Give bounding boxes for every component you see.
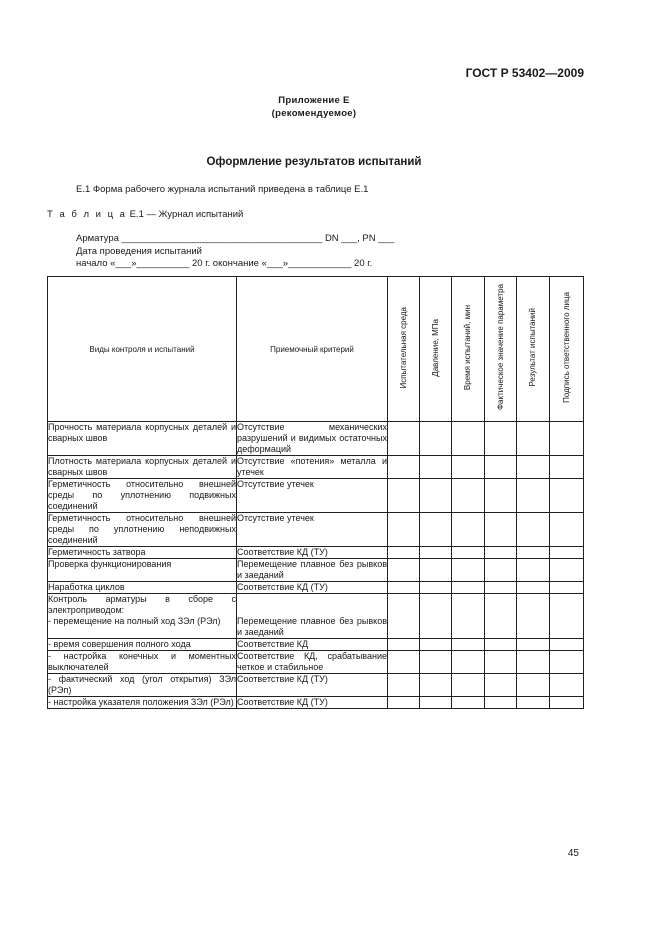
criterion-cell: Отсутствие механических разрушений и видимых остаточных деформаций <box>237 422 387 454</box>
table-body <box>48 422 584 709</box>
table-row <box>48 547 584 559</box>
criterion-cell: Перемещение плавное без рывков и заеданий <box>237 594 388 639</box>
table-caption-text: Е.1 — Журнал испытаний <box>126 209 244 220</box>
intro-paragraph: Е.1 Форма рабочего журнала испытаний приведена в таблице Е.1 <box>76 184 369 195</box>
empty-entry-cell[interactable] <box>388 674 420 697</box>
empty-entry-cell[interactable] <box>420 582 452 594</box>
table-row <box>48 674 584 697</box>
column-header-label: Подпись ответственного лица <box>561 292 571 403</box>
table-row <box>48 559 584 582</box>
empty-entry-cell[interactable] <box>550 697 584 709</box>
empty-entry-cell[interactable] <box>517 594 550 639</box>
criterion-cell: Отсутствие утечек <box>237 479 388 513</box>
empty-entry-cell[interactable] <box>517 582 550 594</box>
empty-entry-cell[interactable] <box>517 674 550 697</box>
criterion-cell: Соответствие КД (ТУ) <box>237 697 388 709</box>
criterion-cell: Соответствие КД (ТУ) <box>237 674 388 697</box>
empty-entry-cell[interactable] <box>388 547 420 559</box>
column-header-label: Фактическое значение параметра <box>495 284 505 411</box>
column-header-label: Испытательная среда <box>398 306 408 389</box>
empty-entry-cell[interactable] <box>388 651 420 674</box>
empty-entry-cell[interactable] <box>452 674 485 697</box>
page-number: 45 <box>567 848 579 859</box>
empty-entry-cell[interactable] <box>452 559 485 582</box>
table-row <box>48 513 584 547</box>
empty-entry-cell[interactable] <box>452 582 485 594</box>
empty-entry-cell[interactable] <box>550 422 584 456</box>
empty-entry-cell[interactable] <box>517 639 550 651</box>
empty-entry-cell[interactable] <box>452 639 485 651</box>
empty-entry-cell[interactable] <box>485 674 517 697</box>
empty-entry-cell[interactable] <box>485 582 517 594</box>
criterion-cell: Соответствие КД, срабатывание четкое и стабильное <box>237 651 387 672</box>
table-row <box>48 422 584 456</box>
empty-entry-cell[interactable] <box>452 651 485 674</box>
empty-entry-cell[interactable] <box>420 479 452 513</box>
empty-entry-cell[interactable] <box>452 479 485 513</box>
table-row <box>48 582 584 594</box>
control-type-cell: Герметичность относительно внешней среды по уплотнению неподвижных соединений <box>48 513 236 545</box>
column-header <box>485 277 517 422</box>
empty-entry-cell[interactable] <box>452 547 485 559</box>
empty-entry-cell[interactable] <box>420 594 452 639</box>
column-header <box>550 277 584 422</box>
empty-entry-cell[interactable] <box>485 651 517 674</box>
empty-entry-cell[interactable] <box>388 559 420 582</box>
empty-entry-cell[interactable] <box>517 651 550 674</box>
empty-entry-cell[interactable] <box>550 513 584 547</box>
column-header <box>517 277 550 422</box>
empty-entry-cell[interactable] <box>452 594 485 639</box>
appendix-subtitle: (рекомендуемое) <box>271 108 357 119</box>
empty-entry-cell[interactable] <box>420 651 452 674</box>
test-journal-table <box>47 276 584 709</box>
empty-entry-cell[interactable] <box>517 697 550 709</box>
empty-entry-cell[interactable] <box>420 697 452 709</box>
empty-entry-cell[interactable] <box>420 639 452 651</box>
control-type-cell: Наработка циклов <box>48 582 237 594</box>
control-type-cell: Плотность материала корпусных деталей и сварных швов <box>48 456 236 477</box>
criterion-cell: Соответствие КД (ТУ) <box>237 547 388 559</box>
empty-entry-cell[interactable] <box>485 479 517 513</box>
empty-entry-cell[interactable] <box>452 513 485 547</box>
column-header-label: Приемочный критерий <box>270 344 354 354</box>
column-header <box>388 277 420 422</box>
empty-entry-cell[interactable] <box>550 639 584 651</box>
empty-entry-cell[interactable] <box>485 547 517 559</box>
empty-entry-cell[interactable] <box>388 582 420 594</box>
table-caption <box>47 209 243 220</box>
empty-entry-cell[interactable] <box>550 559 584 582</box>
table-row <box>48 697 584 709</box>
empty-entry-cell[interactable] <box>420 513 452 547</box>
form-line-start-end: начало «___»__________ 20 г. окончание «___»____________ 20 г. <box>76 258 373 269</box>
control-type-cell: Контроль арматуры в сборе с электроприводом: - перемещение на полный ход ЗЭл (РЭл) <box>48 594 237 639</box>
table-row <box>48 594 584 639</box>
empty-entry-cell[interactable] <box>550 594 584 639</box>
empty-entry-cell[interactable] <box>388 479 420 513</box>
empty-entry-cell[interactable] <box>420 674 452 697</box>
column-header <box>237 277 388 422</box>
table-row <box>48 479 584 513</box>
table-caption-prefix: Т а б л и ц а <box>47 209 127 220</box>
appendix-title: Приложение Е <box>278 95 350 106</box>
control-type-cell: - фактический ход (угол открытия) ЗЭл (РЭп) <box>48 674 236 695</box>
empty-entry-cell[interactable] <box>388 639 420 651</box>
table-row <box>48 456 584 479</box>
control-type-cell: - настройка конечных и моментных выключателей <box>48 651 236 672</box>
control-type-cell: Проверка функционирования <box>48 559 237 582</box>
empty-entry-cell[interactable] <box>452 456 485 479</box>
empty-entry-cell[interactable] <box>517 559 550 582</box>
empty-entry-cell[interactable] <box>485 422 517 456</box>
column-header-label: Результат испытаний <box>528 308 537 387</box>
empty-entry-cell[interactable] <box>550 456 584 479</box>
table-row <box>48 639 584 651</box>
empty-entry-cell[interactable] <box>420 559 452 582</box>
empty-entry-cell[interactable] <box>485 639 517 651</box>
empty-entry-cell[interactable] <box>420 456 452 479</box>
section-title: Оформление результатов испытаний <box>206 156 422 168</box>
empty-entry-cell[interactable] <box>517 479 550 513</box>
empty-entry-cell[interactable] <box>550 479 584 513</box>
column-header <box>452 277 485 422</box>
criterion-cell: Перемещение плавное без рывков и заеданий <box>237 559 387 580</box>
empty-entry-cell[interactable] <box>485 697 517 709</box>
column-header <box>48 277 237 422</box>
control-type-cell: - время совершения полного хода <box>48 639 237 651</box>
empty-entry-cell[interactable] <box>452 697 485 709</box>
criterion-cell: Отсутствие «потения» металла и утечек <box>237 456 387 477</box>
empty-entry-cell[interactable] <box>550 547 584 559</box>
empty-entry-cell[interactable] <box>388 513 420 547</box>
empty-entry-cell[interactable] <box>517 547 550 559</box>
control-type-cell: - настройка указателя положения ЗЭл (РЭл) <box>48 697 237 709</box>
empty-entry-cell[interactable] <box>517 513 550 547</box>
control-type-cell: Герметичность относительно внешней среды по уплотнению подвижных соединений <box>48 479 236 511</box>
empty-entry-cell[interactable] <box>550 674 584 697</box>
column-header-label: Время испытаний, мин <box>463 304 472 391</box>
empty-entry-cell[interactable] <box>550 582 584 594</box>
control-type-cell: Прочность материала корпусных деталей и сварных швов <box>48 422 237 456</box>
empty-entry-cell[interactable] <box>550 651 584 674</box>
table-header-row <box>48 277 584 422</box>
empty-entry-cell[interactable] <box>517 422 550 456</box>
empty-entry-cell[interactable] <box>420 547 452 559</box>
empty-entry-cell[interactable] <box>388 594 420 639</box>
empty-entry-cell[interactable] <box>452 422 485 456</box>
empty-entry-cell[interactable] <box>388 456 420 479</box>
control-type-cell: Герметичность затвора <box>48 547 237 559</box>
criterion-cell: Соответствие КД (ТУ) <box>237 582 388 594</box>
form-line-date: Дата проведения испытаний <box>76 246 202 257</box>
empty-entry-cell[interactable] <box>485 559 517 582</box>
form-line-fitting: Арматура ______________________________________ DN ___, PN ___ <box>76 233 395 244</box>
criterion-cell: Отсутствие утечек <box>237 513 388 547</box>
empty-entry-cell[interactable] <box>388 422 420 456</box>
empty-entry-cell[interactable] <box>485 594 517 639</box>
criterion-cell: Соответствие КД <box>237 639 388 651</box>
empty-entry-cell[interactable] <box>388 697 420 709</box>
empty-entry-cell[interactable] <box>420 422 452 456</box>
empty-entry-cell[interactable] <box>485 513 517 547</box>
standard-header: ГОСТ Р 53402—2009 <box>465 66 584 80</box>
empty-entry-cell[interactable] <box>485 456 517 479</box>
column-header <box>420 277 452 422</box>
column-header-label: Давление, МПа <box>430 318 440 377</box>
table-row <box>48 651 584 674</box>
column-header-label: Виды контроля и испытаний <box>89 344 195 354</box>
empty-entry-cell[interactable] <box>517 456 550 479</box>
